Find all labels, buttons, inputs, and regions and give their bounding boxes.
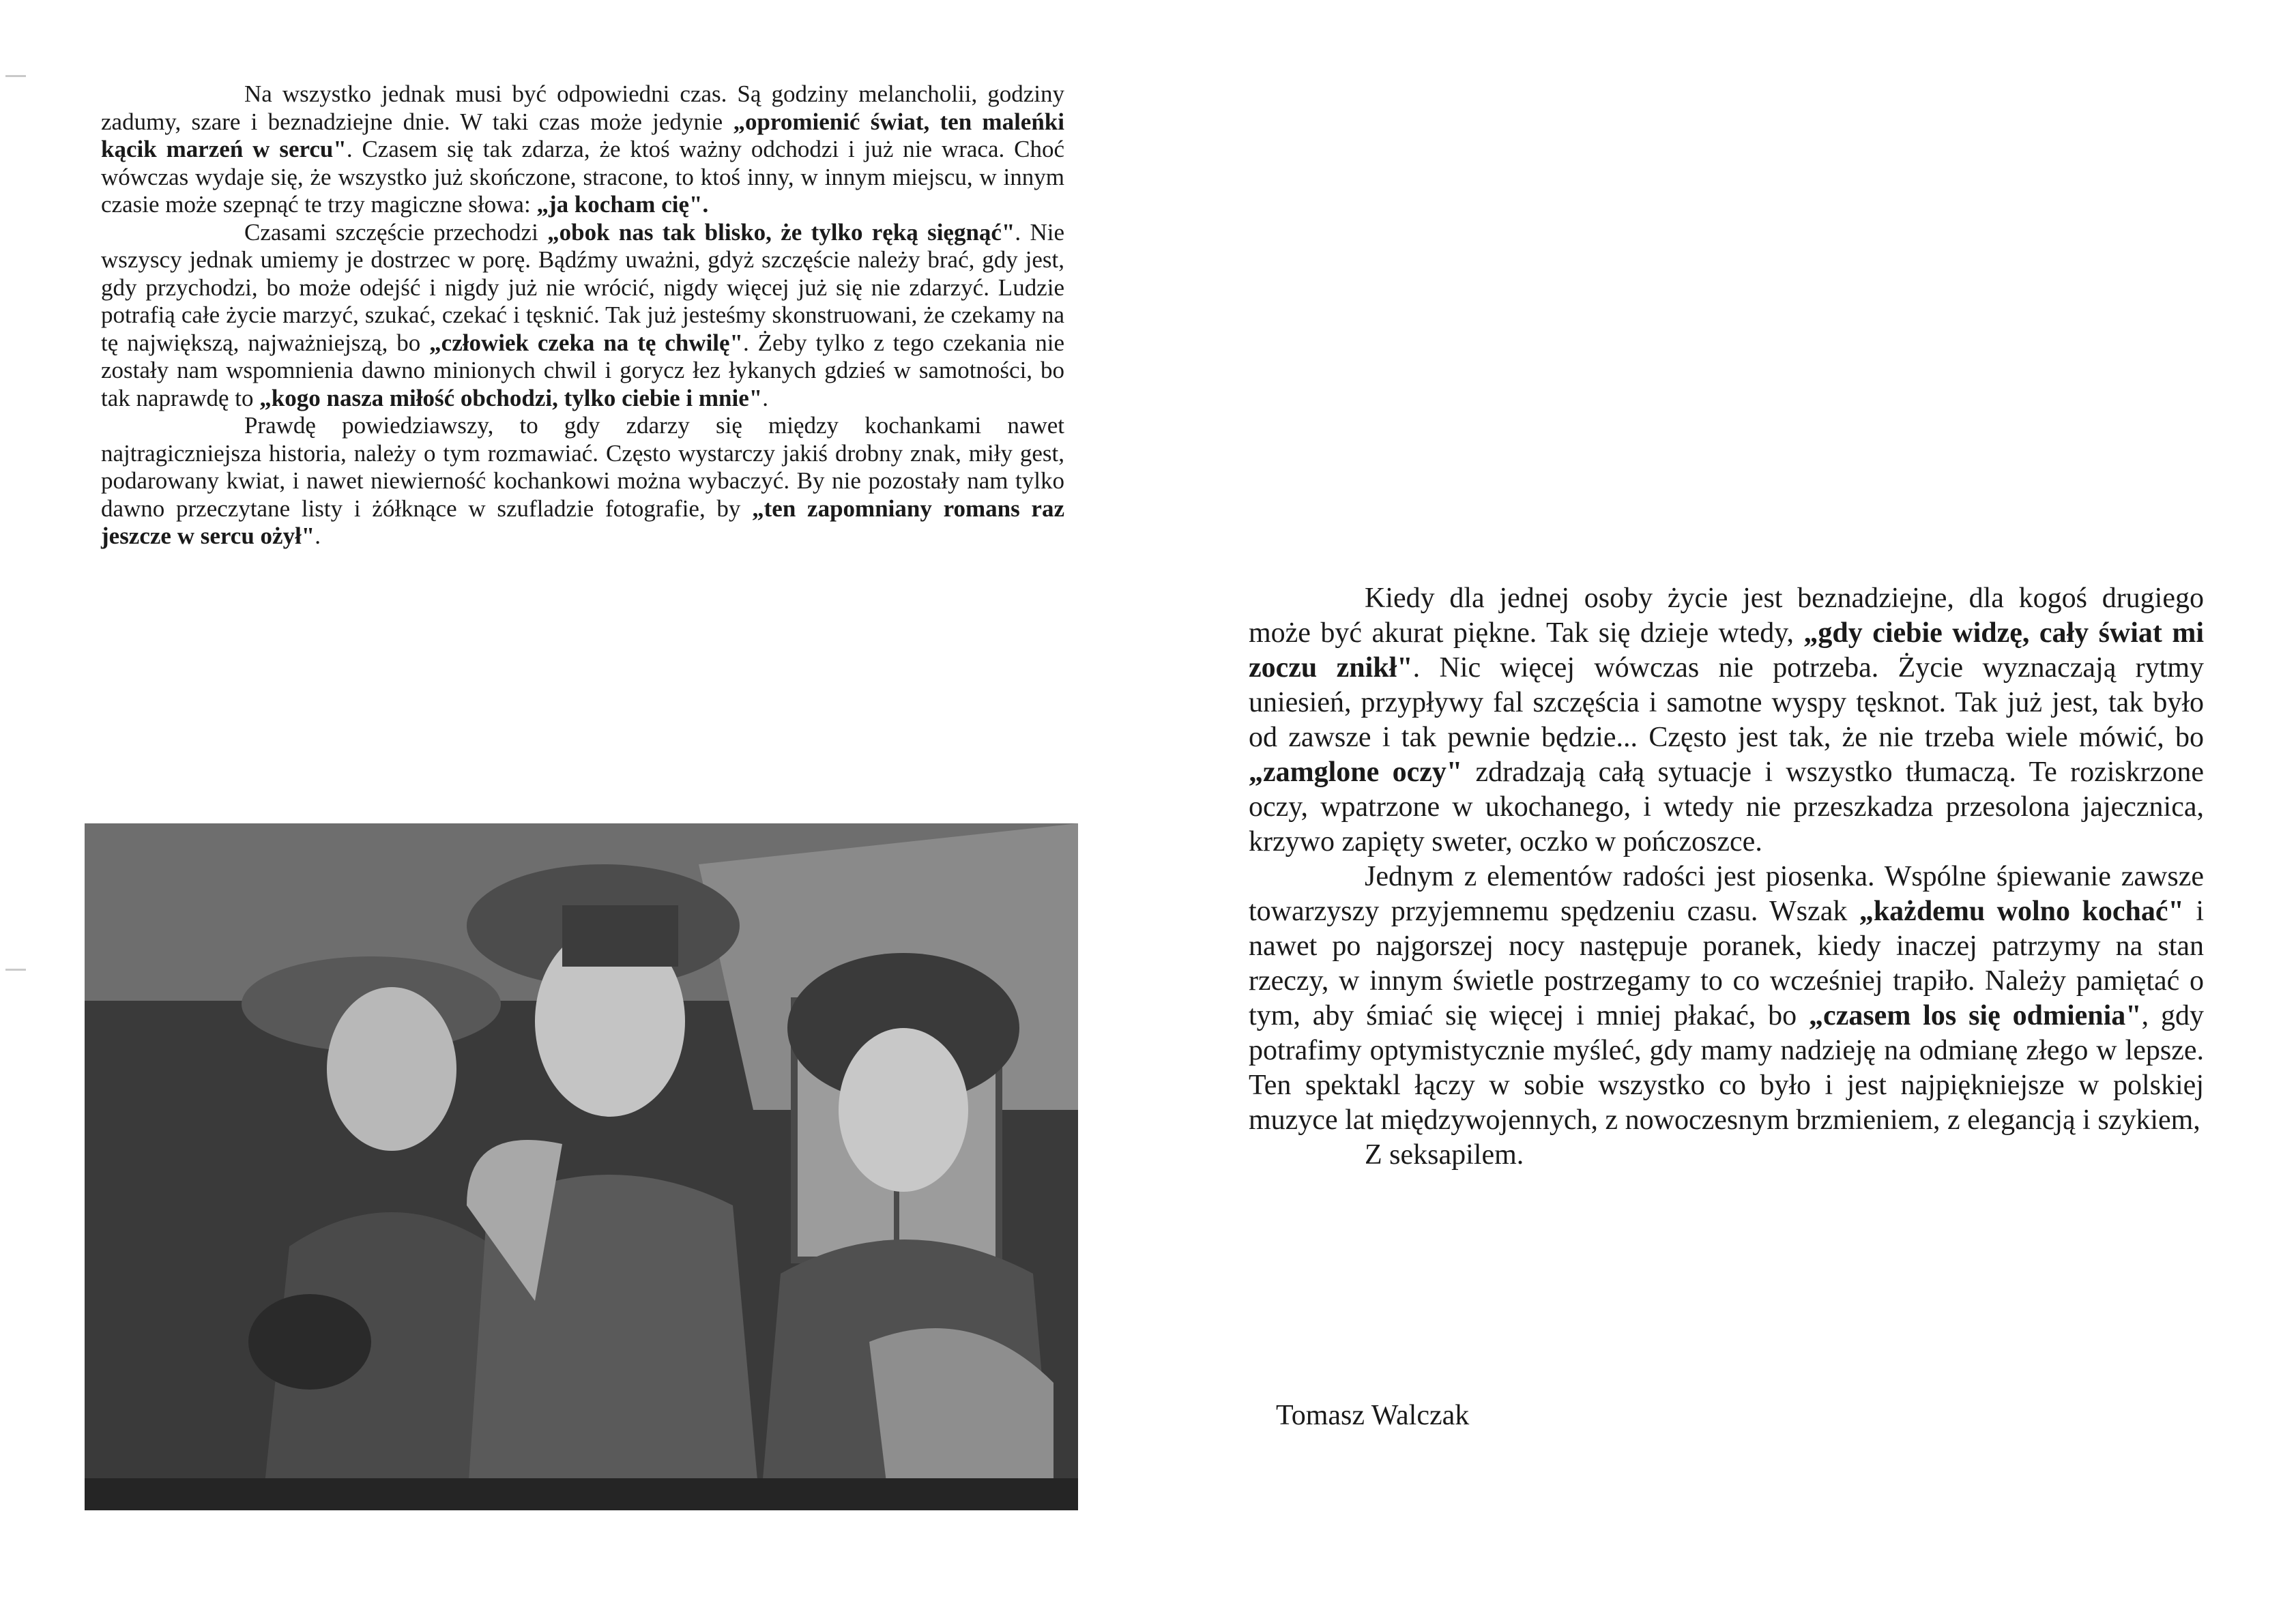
- text-run: . Żeby tylko z tego czekania nie zostały nam wspomnienia dawno minionych chwil i gorycz łez łykanych gdzieś w samotności, bo tak naprawdę to: [101, 329, 1064, 411]
- bold-quote: „obok nas tak blisko, że tylko ręką sięgnąć": [547, 218, 1015, 246]
- bold-quote: „człowiek czeka na tę chwilę": [429, 329, 743, 356]
- paragraph: [101, 219, 1064, 413]
- text-run: zdradzają całą sytuacje i wszystko tłumaczą. Te roziskrzone oczy, wpatrzone w ukochanego, i wtedy nie przeszkadza przesolona jajecznica, krzywo zapięty sweter, oczko w pończoszce.: [1249, 757, 2204, 857]
- paragraph: [101, 80, 1064, 219]
- text-run: . Czasem się tak zdarza, że ktoś ważny odchodzi i już nie wraca. Choć wówczas wydaje się, że wszystko już skończone, stracone, to ktoś inny, w innym miejscu, w innym czasie może szepnąć te trzy magiczne słowa:: [101, 136, 1064, 218]
- text-run: Jednym z elementów radości jest piosenka. Wspólne śpiewanie zawsze towarzyszy przyjemnemu spędzeniu czasu. Wszak: [1249, 861, 2204, 927]
- text-run: Z seksapilem.: [1365, 1139, 1524, 1171]
- text-run: , gdy potrafimy optymistycznie myśleć, gdy mamy nadzieję na odmianę złego w lepsze. Ten spektakl łączy w sobie wszystko co było i jest najpiękniejsze w polskiej muzyce lat międzywojennych, z nowoczesnym brzmieniem, z elegancją i szykiem,: [1249, 1000, 2205, 1136]
- right-article-text: [1249, 581, 2204, 1173]
- bold-quote: „czasem los się odmienia": [1809, 1000, 2142, 1031]
- stage-photo-three-women: [85, 823, 1078, 1510]
- bold-quote: „kogo nasza miłość obchodzi, tylko ciebie i mnie": [259, 384, 763, 411]
- author-signature: Tomasz Walczak: [1276, 1400, 1470, 1431]
- bold-quote: „ten zapomniany romans raz jeszcze w sercu ożył": [101, 495, 1064, 549]
- bold-quote: „zamglone oczy": [1249, 757, 1463, 788]
- text-run: . Nic więcej wówczas nie potrzeba. Życie wyznaczają rytmy uniesień, przypływy fal szczęścia i samotne wyspy tęsknot. Tak już jest, tak było od zawsze i tak pewnie będzie... Często jest tak, że nie trzeba wiele mówić, bo: [1249, 652, 2205, 753]
- paragraph: [101, 412, 1064, 551]
- photo-illustration: [85, 823, 1078, 1510]
- paragraph: [1249, 1138, 2204, 1173]
- text-run: .: [315, 523, 321, 549]
- scan-artifact: [5, 969, 26, 971]
- text-run: Kiedy dla jednej osoby życie jest beznadziejne, dla kogoś drugiego może być akurat piękne. Tak się dzieje wtedy,: [1249, 583, 2204, 649]
- bold-quote: „gdy ciebie widzę, cały świat mi zoczu znikł": [1249, 617, 2204, 684]
- left-article-text: [101, 80, 1064, 551]
- text-run: Czasami szczęście przechodzi: [244, 218, 548, 246]
- bold-quote: „każdemu wolno kochać": [1859, 896, 2184, 927]
- text-run: Prawdę powiedziawszy, to gdy zdarzy się między kochankami nawet najtragiczniejsza historia, należy o tym rozmawiać. Często wystarczy jakiś drobny znak, miły gest, podarowany kwiat, i nawet niewierność kochankowi można wybaczyć. By nie pozostały nam tylko dawno przeczytane listy i żółknące w szufladzie fotografie, by: [101, 412, 1064, 522]
- paragraph: [1249, 860, 2204, 1138]
- text-run: .: [762, 384, 768, 411]
- bold-quote: „ja kocham cię".: [536, 191, 709, 218]
- paragraph: [1249, 581, 2204, 860]
- scan-artifact: [5, 75, 26, 77]
- text-run: i nawet po najgorszej nocy następuje poranek, kiedy inaczej patrzymy na stan rzeczy, w innym świetle postrzegamy to co wcześniej trapiło. Należy pamiętać o tym, aby śmiać się więcej i mniej płakać, bo: [1249, 896, 2204, 1031]
- bold-quote: „opromienić świat, ten maleńki kącik marzeń w sercu": [101, 108, 1064, 162]
- right-page: [1148, 0, 2296, 1599]
- text-run: . Nie wszyscy jednak umiemy je dostrzec w porę. Bądźmy uważni, gdyż szczęście należy brać, gdy jest, gdy przychodzi, bo może odejść i nigdy już nie wrócić, nigdy więcej już się nie zdarzyć. Ludzie potrafią całe życie marzyć, szukać, czekać i tęsknić. Tak już jesteśmy skonstruowani, że czekamy na tę największą, najważniejszą, bo: [101, 218, 1064, 356]
- text-run: Na wszystko jednak musi być odpowiedni czas. Są godziny melancholii, godziny zadumy, szare i beznadziejne dnie. W taki czas może jedynie: [101, 80, 1064, 135]
